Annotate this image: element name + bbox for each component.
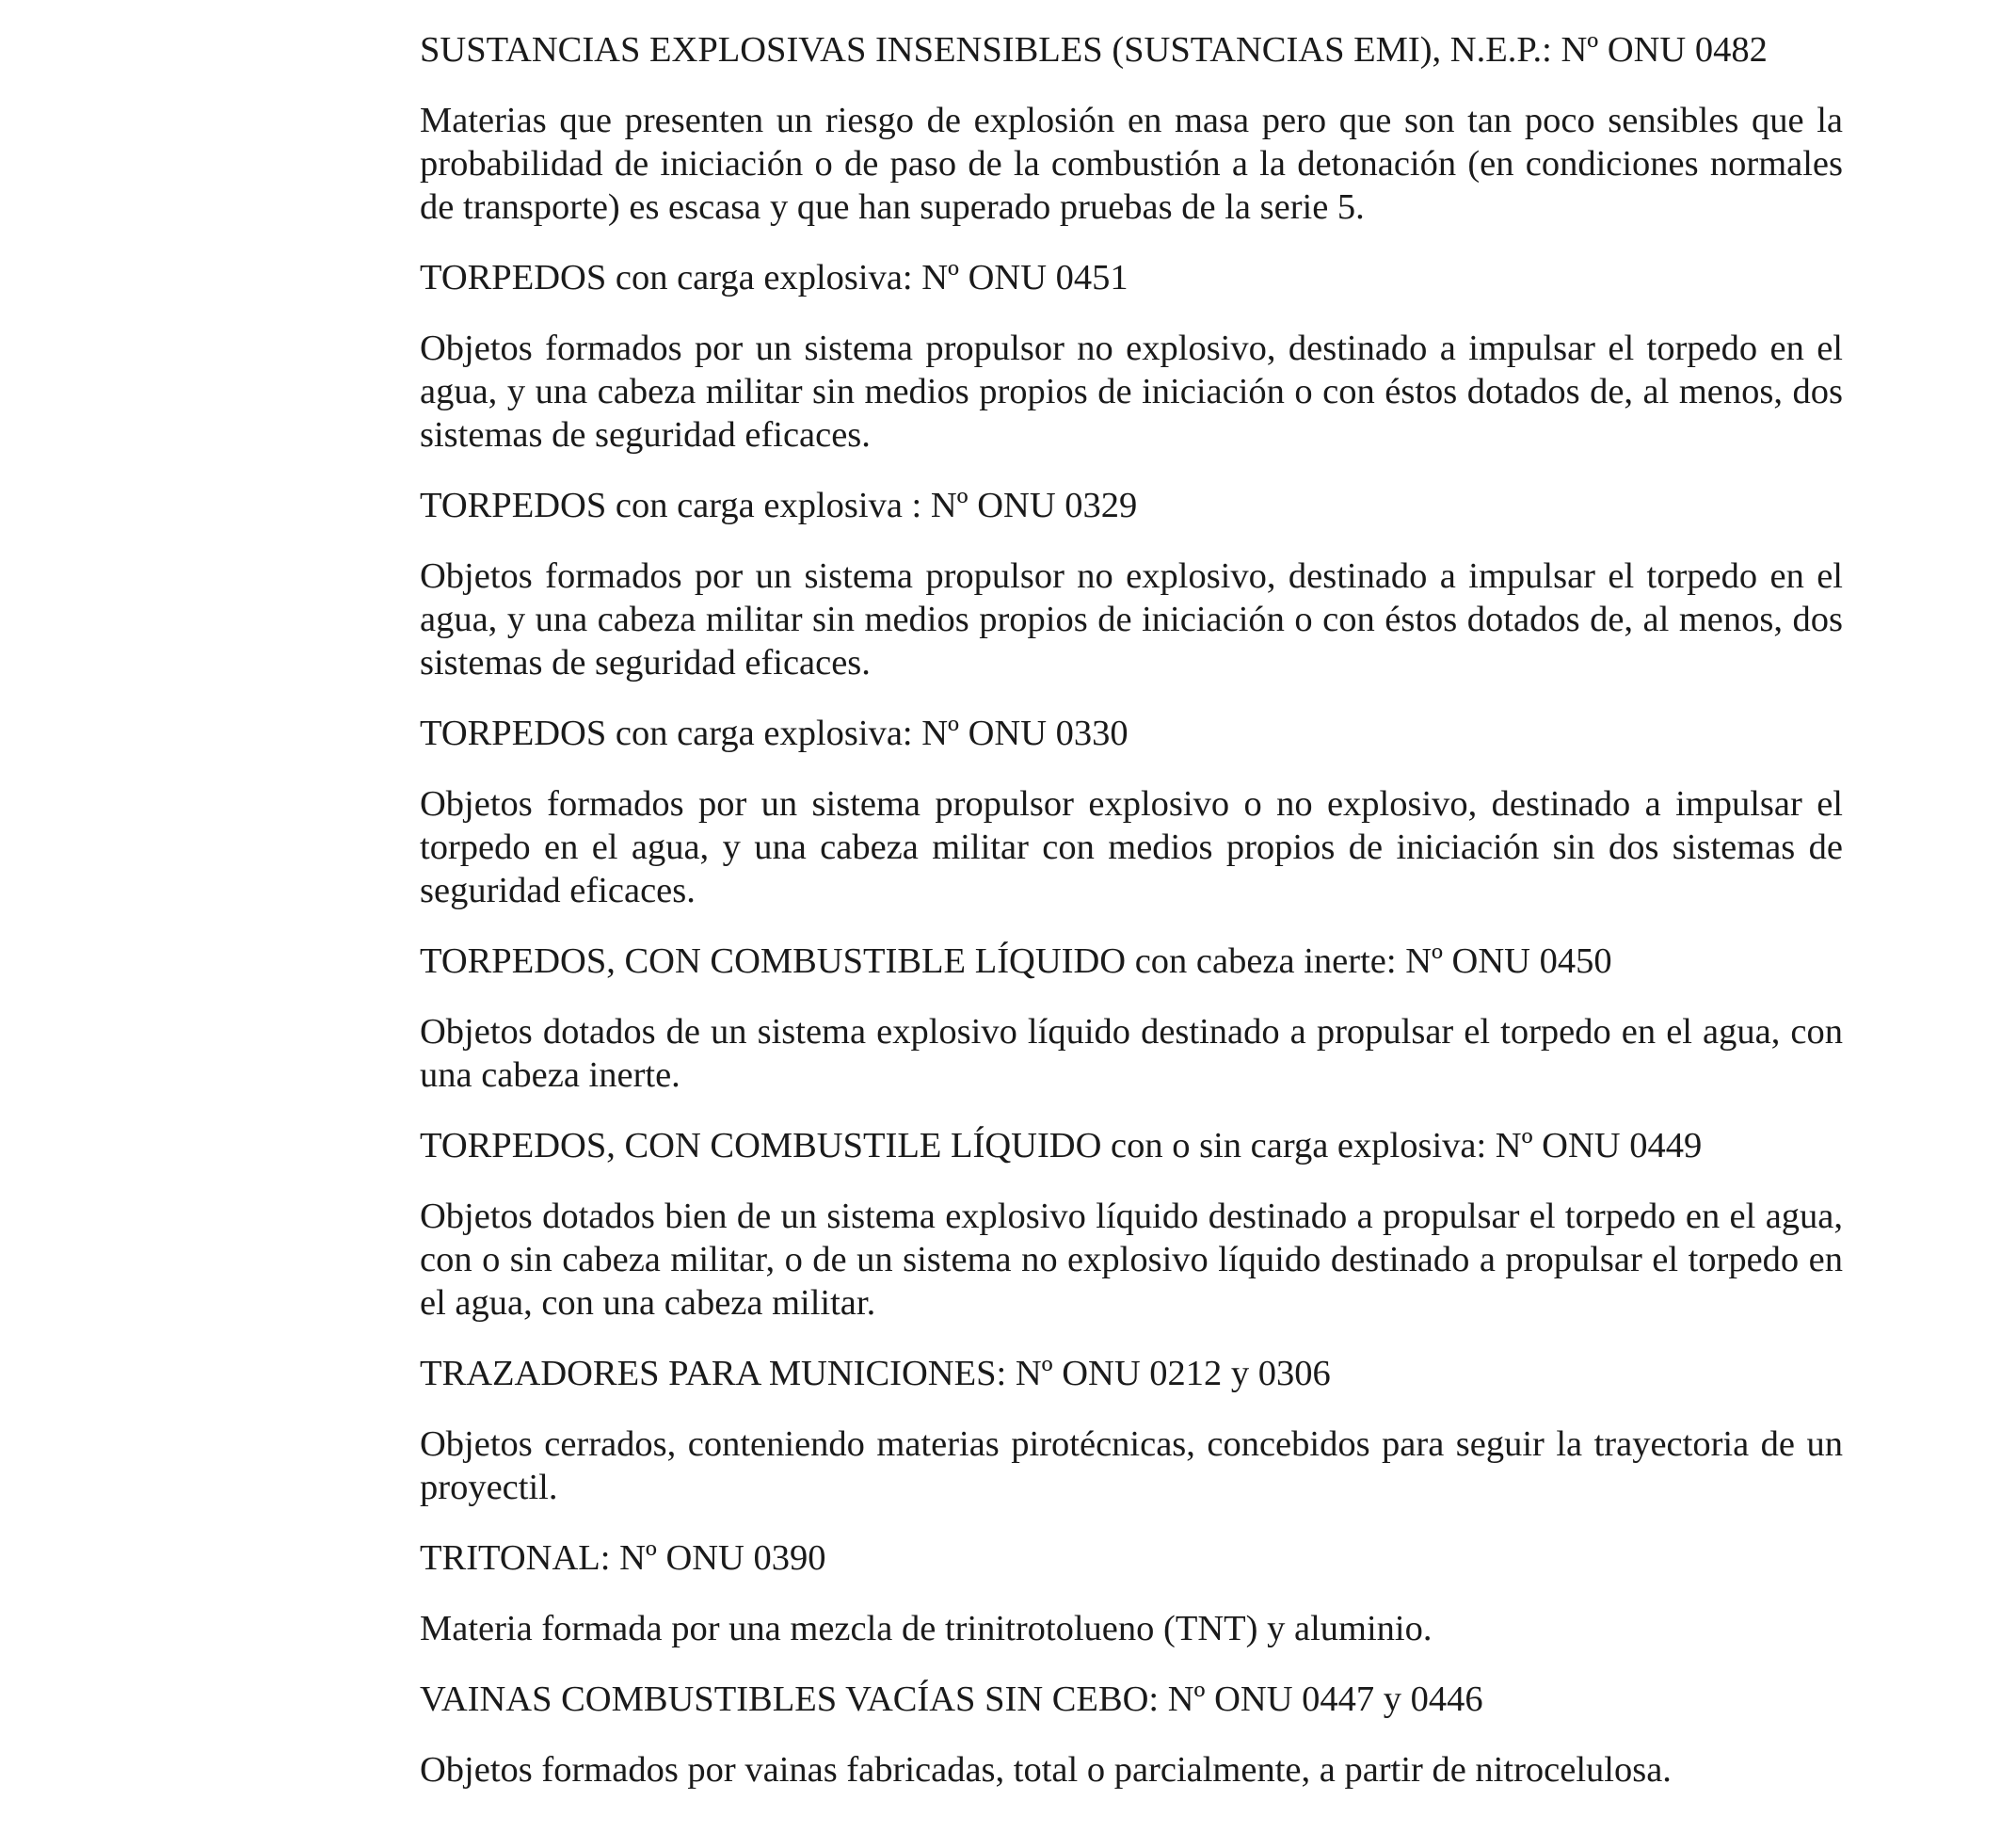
entry-description: Objetos formados por un sistema propulsor no explosivo, destinado a impulsar el torpedo en el agua, y una cabeza militar sin medios propios de iniciación o con éstos dotados de, al menos, dos sistemas de seguridad eficaces. [420, 329, 1843, 455]
entry-title: TRAZADORES PARA MUNICIONES: Nº ONU 0212 y 0306 [420, 1354, 1331, 1393]
entry-torpedos-0449 [420, 1124, 1843, 1325]
entry-tritonal [420, 1536, 1843, 1650]
entry-description: Objetos formados por vainas fabricadas, total o parcialmente, a partir de nitrocelulosa. [420, 1750, 1672, 1790]
entry-vainas [420, 1678, 1843, 1792]
entry-description: Objetos dotados de un sistema explosivo líquido destinado a propulsar el torpedo en el agua, con una cabeza inerte. [420, 1012, 1843, 1095]
entry-description: Objetos dotados bien de un sistema explosivo líquido destinado a propulsar el torpedo en el agua, con o sin cabeza militar, o de un sistema no explosivo líquido destinado a propulsar el torpedo en el agua, con una cabeza militar. [420, 1197, 1843, 1323]
entry-title: TORPEDOS con carga explosiva: Nº ONU 0451 [420, 258, 1129, 297]
entry-description: Materia formada por una mezcla de trinitrotolueno (TNT) y aluminio. [420, 1609, 1433, 1648]
entry-title: SUSTANCIAS EXPLOSIVAS INSENSIBLES (SUSTANCIAS EMI), N.E.P.: Nº ONU 0482 [420, 30, 1768, 70]
entry-torpedos-0450 [420, 940, 1843, 1097]
entry-trazadores [420, 1352, 1843, 1509]
entry-description: Objetos cerrados, conteniendo materias pirotécnicas, concebidos para seguir la trayectoria de un proyectil. [420, 1424, 1843, 1507]
entry-title: TORPEDOS, CON COMBUSTILE LÍQUIDO con o sin carga explosiva: Nº ONU 0449 [420, 1126, 1703, 1165]
entry-title: TRITONAL: Nº ONU 0390 [420, 1538, 826, 1578]
entry-title: TORPEDOS, CON COMBUSTIBLE LÍQUIDO con cabeza inerte: Nº ONU 0450 [420, 941, 1612, 981]
entry-emi-substances [420, 28, 1843, 229]
entry-title: TORPEDOS con carga explosiva: Nº ONU 0330 [420, 714, 1129, 753]
entry-title: VAINAS COMBUSTIBLES VACÍAS SIN CEBO: Nº ONU 0447 y 0446 [420, 1679, 1483, 1719]
entry-torpedos-0451 [420, 256, 1843, 457]
entry-description: Objetos formados por un sistema propulsor no explosivo, destinado a impulsar el torpedo en el agua, y una cabeza militar sin medios propios de iniciación o con éstos dotados de, al menos, dos sistemas de seguridad eficaces. [420, 556, 1843, 683]
entry-description: Objetos formados por un sistema propulsor explosivo o no explosivo, destinado a impulsar el torpedo en el agua, y una cabeza militar con medios propios de iniciación sin dos sistemas de seguridad eficaces. [420, 784, 1843, 910]
entry-torpedos-0330 [420, 712, 1843, 912]
entry-torpedos-0329 [420, 484, 1843, 684]
entry-description: Materias que presenten un riesgo de explosión en masa pero que son tan poco sensibles que la probabilidad de iniciación o de paso de la combustión a la detonación (en condiciones normales de transporte) es escasa y que han superado pruebas de la serie 5. [420, 101, 1843, 227]
document-page [420, 28, 1843, 1819]
entry-title: TORPEDOS con carga explosiva : Nº ONU 0329 [420, 486, 1138, 525]
